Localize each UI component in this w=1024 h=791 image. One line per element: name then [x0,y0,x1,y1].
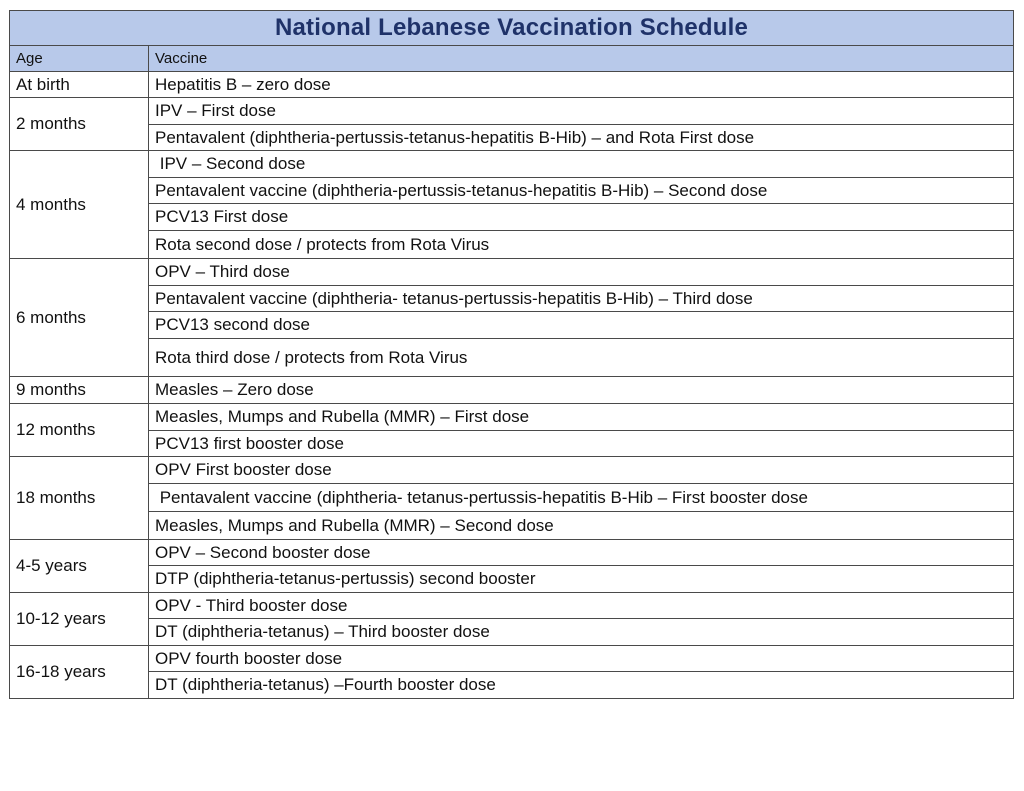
table-row [10,204,1014,231]
table-row [10,151,1014,178]
table-row [10,540,1014,566]
vaccine-cell: DTP (diphtheria-tetanus-pertussis) second booster [149,566,1014,593]
age-cell: At birth [10,72,149,98]
vaccine-cell: Pentavalent (diphtheria-pertussis-tetanus-hepatitis B-Hib) – and Rota First dose [149,125,1014,151]
age-cell: 9 months [10,377,149,404]
table-row [10,457,1014,484]
vaccine-cell: Pentavalent vaccine (diphtheria- tetanus-pertussis-hepatitis B-Hib) – Third dose [149,286,1014,312]
table-row [10,566,1014,593]
table-row [10,231,1014,259]
table-row [10,72,1014,98]
age-cell: 6 months [10,259,149,377]
vaccine-cell: Measles, Mumps and Rubella (MMR) – Second dose [149,512,1014,540]
vaccine-cell: OPV fourth booster dose [149,646,1014,672]
table-row [10,404,1014,431]
age-cell: 10-12 years [10,593,149,646]
table-row [10,431,1014,457]
table-row [10,593,1014,619]
vaccine-cell: Pentavalent vaccine (diphtheria-pertussis-tetanus-hepatitis B-Hib) – Second dose [149,178,1014,204]
vaccine-cell: PCV13 second dose [149,312,1014,339]
table-row [10,512,1014,540]
age-cell: 18 months [10,457,149,540]
vaccination-schedule-document [9,10,1013,699]
table-row [10,672,1014,699]
age-cell: 4-5 years [10,540,149,593]
vaccine-cell: Measles, Mumps and Rubella (MMR) – First dose [149,404,1014,431]
vaccination-schedule-table [9,10,1014,699]
table-title: National Lebanese Vaccination Schedule [10,11,1014,46]
table-row [10,377,1014,404]
vaccine-cell: OPV – Second booster dose [149,540,1014,566]
vaccine-cell: Rota third dose / protects from Rota Virus [149,339,1014,377]
vaccine-cell: DT (diphtheria-tetanus) –Fourth booster dose [149,672,1014,699]
vaccine-cell: PCV13 first booster dose [149,431,1014,457]
table-row [10,259,1014,286]
age-column-header: Age [10,46,149,72]
table-row [10,484,1014,512]
table-row [10,178,1014,204]
header-row [10,46,1014,72]
table-row [10,286,1014,312]
vaccine-cell: IPV – Second dose [149,151,1014,178]
vaccine-cell: PCV13 First dose [149,204,1014,231]
vaccine-cell: OPV - Third booster dose [149,593,1014,619]
age-cell: 12 months [10,404,149,457]
vaccine-cell: IPV – First dose [149,98,1014,125]
table-row [10,98,1014,125]
vaccine-cell: Measles – Zero dose [149,377,1014,404]
vaccine-cell: DT (diphtheria-tetanus) – Third booster dose [149,619,1014,646]
vaccine-cell: Hepatitis B – zero dose [149,72,1014,98]
vaccine-cell: OPV First booster dose [149,457,1014,484]
table-row [10,646,1014,672]
table-row [10,312,1014,339]
age-cell: 16-18 years [10,646,149,699]
age-cell: 4 months [10,151,149,259]
vaccine-cell: Pentavalent vaccine (diphtheria- tetanus-pertussis-hepatitis B-Hib – First booster dose [149,484,1014,512]
vaccine-cell: Rota second dose / protects from Rota Virus [149,231,1014,259]
table-row [10,125,1014,151]
table-row [10,339,1014,377]
vaccine-cell: OPV – Third dose [149,259,1014,286]
age-cell: 2 months [10,98,149,151]
vaccine-column-header: Vaccine [149,46,1014,72]
table-row [10,619,1014,646]
